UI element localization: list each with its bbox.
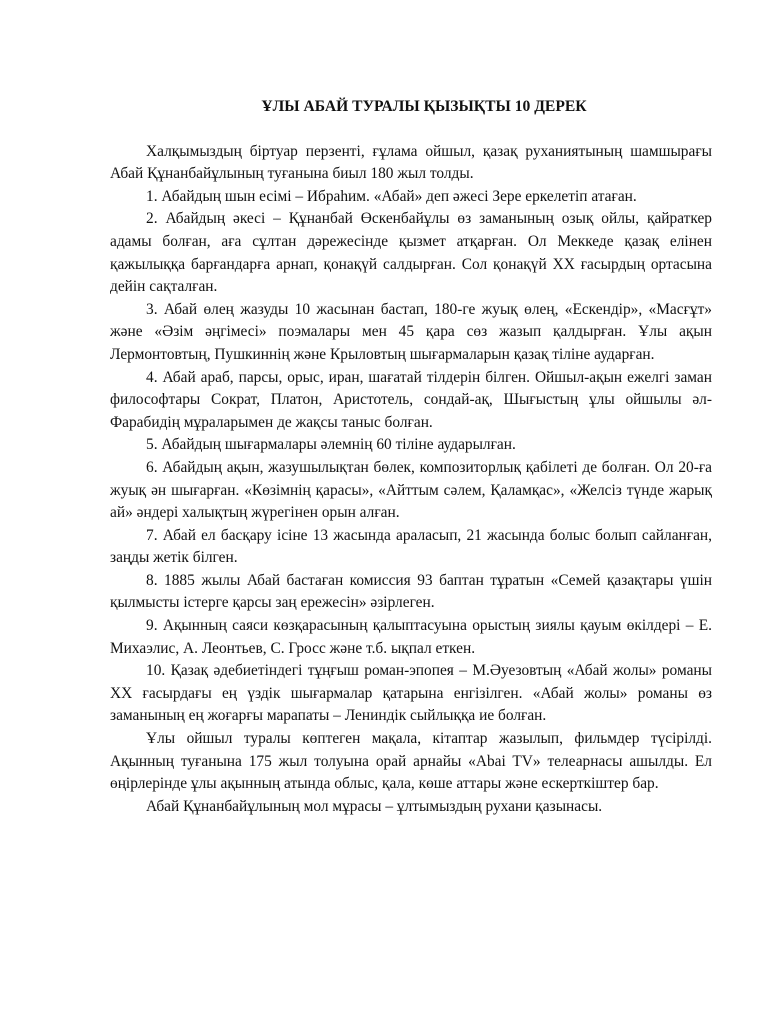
fact-4-paragraph: 4. Абай араб, парсы, орыс, иран, шағатай тілдерін білген. Ойшыл-ақын ежелгі заман философтары Сократ, Платон, Аристотель, сондай-ақ, Шығыстың ұлы ойшылы әл-Фарабидің мұраларымен де жақсы таныс болған. xyxy=(110,368,712,431)
document-title: ҰЛЫ АБАЙ ТУРАЛЫ ҚЫЗЫҚТЫ 10 ДЕРЕК xyxy=(261,98,587,115)
fact-9-paragraph: 9. Ақынның саяси көзқарасының қалыптасуына орыстың зиялы қауым өкілдері – Е. Михаэлис, А. Леонтьев, С. Гросс және т.б. ықпал еткен. xyxy=(110,617,712,657)
closing-paragraph: Абай Құнанбайұлының мол мұрасы – ұлтымыздың рухани қазынасы. xyxy=(146,797,603,815)
fact-5-paragraph: 5. Абайдың шығармалары әлемнің 60 тіліне аударылған. xyxy=(146,436,516,454)
fact-1-paragraph: 1. Абайдың шын есімі – Ибраһим. «Абай» деп әжесі Зере еркелетіп атаған. xyxy=(146,187,637,205)
fact-7-paragraph: 7. Абай ел басқару ісіне 13 жасында араласып, 21 жасында болыс болып сайланған, заңды жетік білген. xyxy=(110,526,712,567)
fact-3-paragraph: 3. Абай өлең жазуды 10 жасынан бастап, 180-ге жуық өлең, «Ескендір», «Масғұт» және «Әзім әңгімесі» поэмалары мен 45 қара сөз жазып қалдырған. Ұлы ақын Лермонтовтың, Пушкиннің және Крыловтың шығармаларын қазақ тіліне аударған. xyxy=(110,300,712,363)
fact-6-paragraph: 6. Абайдың ақын, жазушылықтан бөлек, композиторлық қабілеті де болған. Ол 20-ға жуық ән шығарған. «Көзімнің қарасы», «Айттым сәлем, Қаламқас», «Желсіз түнде жарық ай» әндері халықтың жүрегінен орын алған. xyxy=(110,458,712,522)
document-page xyxy=(110,96,712,818)
fact-10-paragraph: 10. Қазақ әдебиетіндегі тұңғыш роман-эпопея – М.Әуезовтың «Абай жолы» романы ХХ ғасырдағы ең үздік шығармалар қатарына енгізілген. «Абай жолы» романы өз заманының ең жоғарғы марапаты – Лениндік сыйлыққа ие болған. xyxy=(110,662,712,725)
fact-2-paragraph: 2. Абайдың әкесі – Құнанбай Өскенбайұлы өз заманының озық ойлы, қайраткер адамы болған, аға сұлтан дәрежесінде қызмет атқарған. Ол Меккеде қазақ елінен қажылыққа барғандарға арнап, қонақүй салдырған. Сол қонақүй ХХ ғасырдың ортасына дейін сақталған. xyxy=(110,210,712,296)
legacy-paragraph: Ұлы ойшыл туралы көптеген мақала, кітаптар жазылып, фильмдер түсірілді. Ақынның туғанына 175 жыл толуына орай арнайы «Abai TV» телеарнасы ашылды. Ел өңірлерінде ұлы ақынның атында облыс, қала, көше аттары және ескерткіштер бар. xyxy=(110,730,712,793)
intro-paragraph: Халқымыздың біртуар перзенті, ғұлама ойшыл, қазақ руханиятының шамшырағы Абай Құнанбайұлының туғанына биыл 180 жыл толды. xyxy=(110,142,712,183)
fact-8-paragraph: 8. 1885 жылы Абай бастаған комиссия 93 баптан тұратын «Семей қазақтары үшін қылмысты істерге қарсы заң ережесін» әзірлеген. xyxy=(110,571,712,612)
